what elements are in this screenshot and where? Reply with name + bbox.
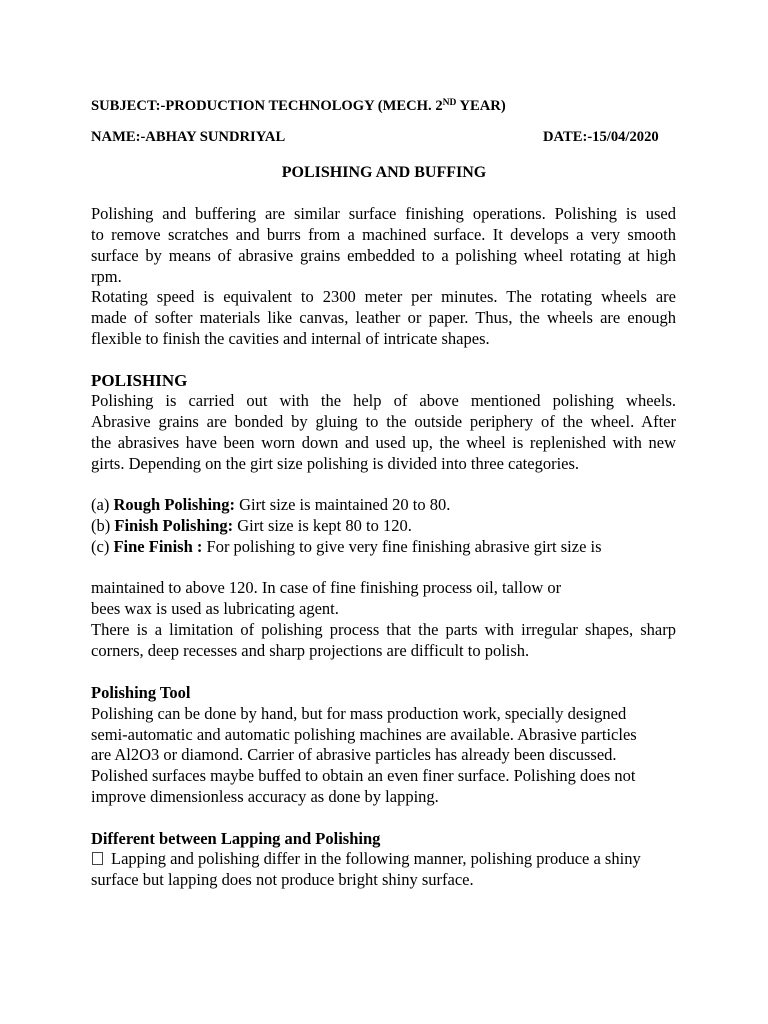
difference-text: Lapping and polishing differ in the following manner, polishing produce a shiny xyxy=(111,849,641,868)
tool-line: improve dimensionless accuracy as done by lapping. xyxy=(91,787,439,806)
intro-line: Polishing and buffering are similar surface finishing operations. Polishing is used xyxy=(91,204,676,223)
category-item xyxy=(91,536,676,557)
category-text: Girt size is maintained 20 to 80. xyxy=(234,495,451,514)
category-term: Fine Finish : xyxy=(113,537,203,556)
subject-text: SUBJECT:-PRODUCTION TECHNOLOGY (MECH. 2 xyxy=(91,98,443,114)
continuation-line: maintained to above 120. In case of fine finishing process oil, tallow or xyxy=(91,578,562,597)
intro-line: to remove scratches and burrs from a machined surface. It develops a very smooth xyxy=(91,225,676,244)
continuation-line: bees wax is used as lubricating agent. xyxy=(91,599,339,618)
category-item xyxy=(91,515,676,536)
continuation-line: corners, deep recesses and sharp projections are difficult to polish. xyxy=(91,641,530,660)
difference-bullet-line xyxy=(91,848,676,869)
polishing-tool-heading: Polishing Tool xyxy=(91,683,191,702)
category-term: Finish Polishing: xyxy=(114,516,234,535)
tool-line: semi-automatic and automatic polishing machines are available. Abrasive particles xyxy=(91,725,637,744)
polishing-line: Polishing is carried out with the help of above mentioned polishing wheels. xyxy=(91,391,676,410)
tool-line: Polished surfaces maybe buffed to obtain an even finer surface. Polishing does not xyxy=(91,766,636,785)
category-item xyxy=(91,494,676,515)
category-text: For polishing to give very fine finishing abrasive girt size is xyxy=(202,537,602,556)
continuation-line: There is a limitation of polishing process that the parts with irregular shapes, sharp xyxy=(91,620,676,639)
category-prefix: (b) xyxy=(91,516,115,535)
tool-line: Polishing can be done by hand, but for mass production work, specially designed xyxy=(91,704,627,723)
polishing-line: Abrasive grains are bonded by gluing to the outside periphery of the wheel. After xyxy=(91,412,676,431)
tool-line: are Al2O3 or diamond. Carrier of abrasive particles has already been discussed. xyxy=(91,745,617,764)
name-line: NAME:-ABHAY SUNDRIYAL xyxy=(91,129,286,145)
missing-glyph-box-icon xyxy=(92,852,103,865)
subject-suffix: YEAR) xyxy=(456,98,506,114)
polishing-line: girts. Depending on the girt size polishing is divided into three categories. xyxy=(91,454,580,473)
category-prefix: (c) xyxy=(91,537,114,556)
subject-superscript: ND xyxy=(442,98,457,108)
intro-line: rpm. xyxy=(91,267,122,286)
intro-line: flexible to finish the cavities and internal of intricate shapes. xyxy=(91,329,490,348)
intro-line: made of softer materials like canvas, leather or paper. Thus, the wheels are enough xyxy=(91,308,676,327)
date-line: DATE:-15/04/2020 xyxy=(543,129,659,145)
polishing-heading: POLISHING xyxy=(91,371,188,390)
polishing-line: the abrasives have been worn down and used up, the wheel is replenished with new xyxy=(91,433,676,452)
difference-heading: Different between Lapping and Polishing xyxy=(91,829,381,848)
intro-line: surface by means of abrasive grains embedded to a polishing wheel rotating at high xyxy=(91,246,676,265)
category-text: Girt size is kept 80 to 120. xyxy=(233,516,412,535)
category-term: Rough Polishing: xyxy=(113,495,235,514)
subject-line xyxy=(91,93,676,117)
difference-line: surface but lapping does not produce bright shiny surface. xyxy=(91,870,474,889)
category-prefix: (a) xyxy=(91,495,114,514)
page-title: POLISHING AND BUFFING xyxy=(281,164,487,181)
intro-line: Rotating speed is equivalent to 2300 meter per minutes. The rotating wheels are xyxy=(91,287,676,306)
